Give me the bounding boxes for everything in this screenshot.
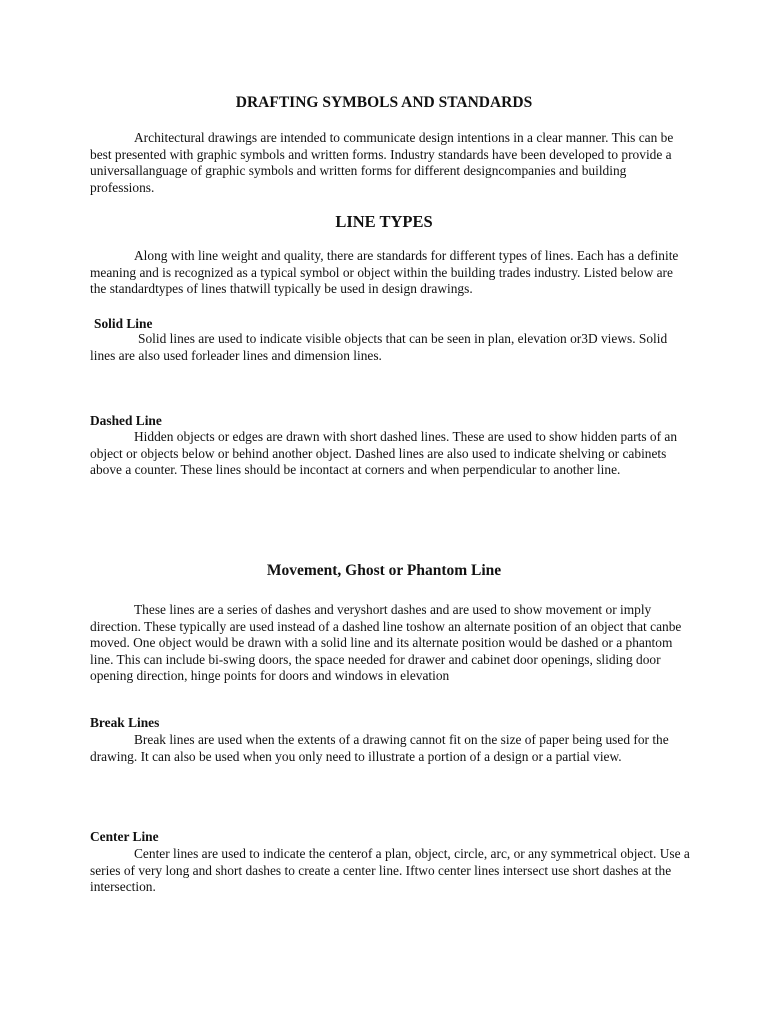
- intro-text: Architectural drawings are intended to communicate design intentions in a clear manner. This can be best presented with graphic symbols and written forms. Industry standards have been developed to provide a universallanguage of graphic symbols and written forms for different designcompanies and building professions.: [90, 130, 674, 195]
- center-line-heading: Center Line: [90, 829, 159, 844]
- phantom-line-paragraph: [90, 602, 690, 685]
- dashed-line-paragraph: [90, 429, 690, 479]
- dashed-line-heading: Dashed Line: [90, 413, 162, 428]
- line-types-heading: LINE TYPES: [335, 212, 433, 231]
- phantom-line-text: These lines are a series of dashes and veryshort dashes and are used to show movement or imply direction. These typically are used instead of a dashed line toshow an alternate position of an object that canbe moved. One object would be drawn with a solid line and its alternate position would be dashed or a phantom line. This can include bi-swing doors, the space needed for drawer and cabinet door openings, sliding door opening direction, hinge points for doors and windows in elevation: [90, 602, 682, 684]
- break-lines-text: Break lines are used when the extents of a drawing cannot fit on the size of paper being used for the drawing. It can also be used when you only need to illustrate a portion of a design or a partial view.: [90, 732, 669, 764]
- break-lines-paragraph: [90, 732, 690, 765]
- center-line-text: Center lines are used to indicate the centerof a plan, object, circle, arc, or any symmetrical object. Use a series of very long and short dashes to create a center line. Iftwo center lines intersect use short dashes at the intersection.: [90, 846, 690, 895]
- dashed-line-text: Hidden objects or edges are drawn with short dashed lines. These are used to show hidden parts of an object or objects below or behind another object. Dashed lines are also used to indicate shelving or cabinets above a counter. These lines should be incontact at corners and when perpendicular to another line.: [90, 429, 678, 478]
- phantom-line-heading: Movement, Ghost or Phantom Line: [266, 562, 502, 579]
- document-title: DRAFTING SYMBOLS AND STANDARDS: [235, 94, 533, 111]
- line-types-intro-text: Along with line weight and quality, there are standards for different types of lines. Each has a definite meaning and is recognized as a typical symbol or object within the building trades industry. Listed below are the standardtypes of lines thatwill typically be used in design drawings.: [90, 248, 679, 297]
- break-lines-heading: Break Lines: [90, 715, 160, 730]
- solid-line-paragraph: [90, 331, 690, 364]
- solid-line-heading: Solid Line: [94, 316, 153, 331]
- solid-line-text: Solid lines are used to indicate visible objects that can be seen in plan, elevation or3D views. Solid lines are also used forleader lines and dimension lines.: [90, 331, 668, 363]
- center-line-paragraph: [90, 846, 690, 896]
- intro-paragraph: [90, 130, 690, 196]
- line-types-intro-paragraph: [90, 248, 690, 298]
